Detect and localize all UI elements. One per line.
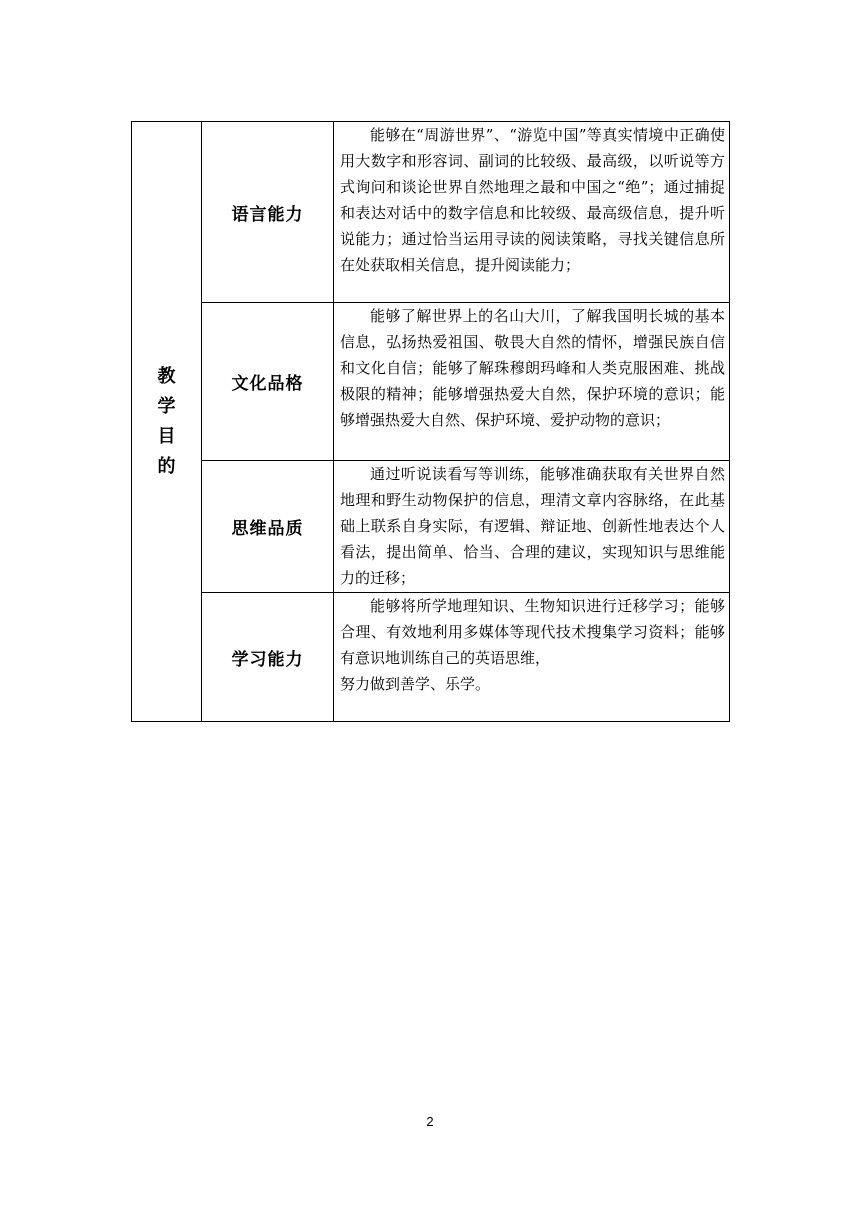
description-thinking-quality <box>334 461 730 593</box>
category-thinking-quality: 思维品质 <box>202 461 334 593</box>
description-text: 能够在“周游世界”、“游览中国”等真实情境中正确使用大数字和形容词、副词的比较级、最高级，以听说等方式询问和谈论世界自然地理之最和中国之“绝”；通过捕捉和表达对话中的数字信息和比较级、最高级信息，提升听说能力；通过恰当运用寻读的阅读策略，寻找关键信息所在处获取相关信息，提升阅读能力； <box>340 126 725 274</box>
page-number: 2 <box>426 1114 434 1129</box>
category-cultural-character: 文化品格 <box>202 303 334 461</box>
teaching-objectives-table <box>131 121 730 722</box>
description-text: 能够了解世界上的名山大川，了解我国明长城的基本信息，弘扬热爱祖国、敬畏大自然的情怀，增强民族自信和文化自信；能够了解珠穆朗玛峰和人类克服困难、挑战极限的精神；能够增强热爱大自然，保护环境的意识；能够增强热爱大自然、保护环境、爱护动物的意识； <box>340 307 725 429</box>
label-char: 的 <box>157 455 176 477</box>
category-language-ability: 语言能力 <box>202 122 334 303</box>
description-language-ability <box>334 122 730 303</box>
table-row <box>132 122 730 303</box>
table-row <box>132 593 730 722</box>
label-char: 目 <box>157 425 176 447</box>
description-learning-ability <box>334 593 730 722</box>
description-text: 通过听说读看写等训练，能够准确获取有关世界自然地理和野生动物保护的信息，理清文章内容脉络，在此基础上联系自身实际，有逻辑、辩证地、创新性地表达个人看法，提出简单、恰当、合理的建议，实现知识与思维能力的迁移； <box>340 465 725 587</box>
label-char: 学 <box>157 395 176 417</box>
description-cultural-character <box>334 303 730 461</box>
teaching-objectives-label <box>132 122 202 722</box>
label-char: 教 <box>157 365 176 387</box>
description-text: 能够将所学地理知识、生物知识进行迁移学习；能够合理、有效地利用多媒体等现代技术搜集学习资料；能够有意识地训练自己的英语思维， <box>340 597 725 667</box>
table-row <box>132 303 730 461</box>
category-learning-ability: 学习能力 <box>202 593 334 722</box>
description-text-tail: 努力做到善学、乐学。 <box>340 675 491 693</box>
table-row <box>132 461 730 593</box>
